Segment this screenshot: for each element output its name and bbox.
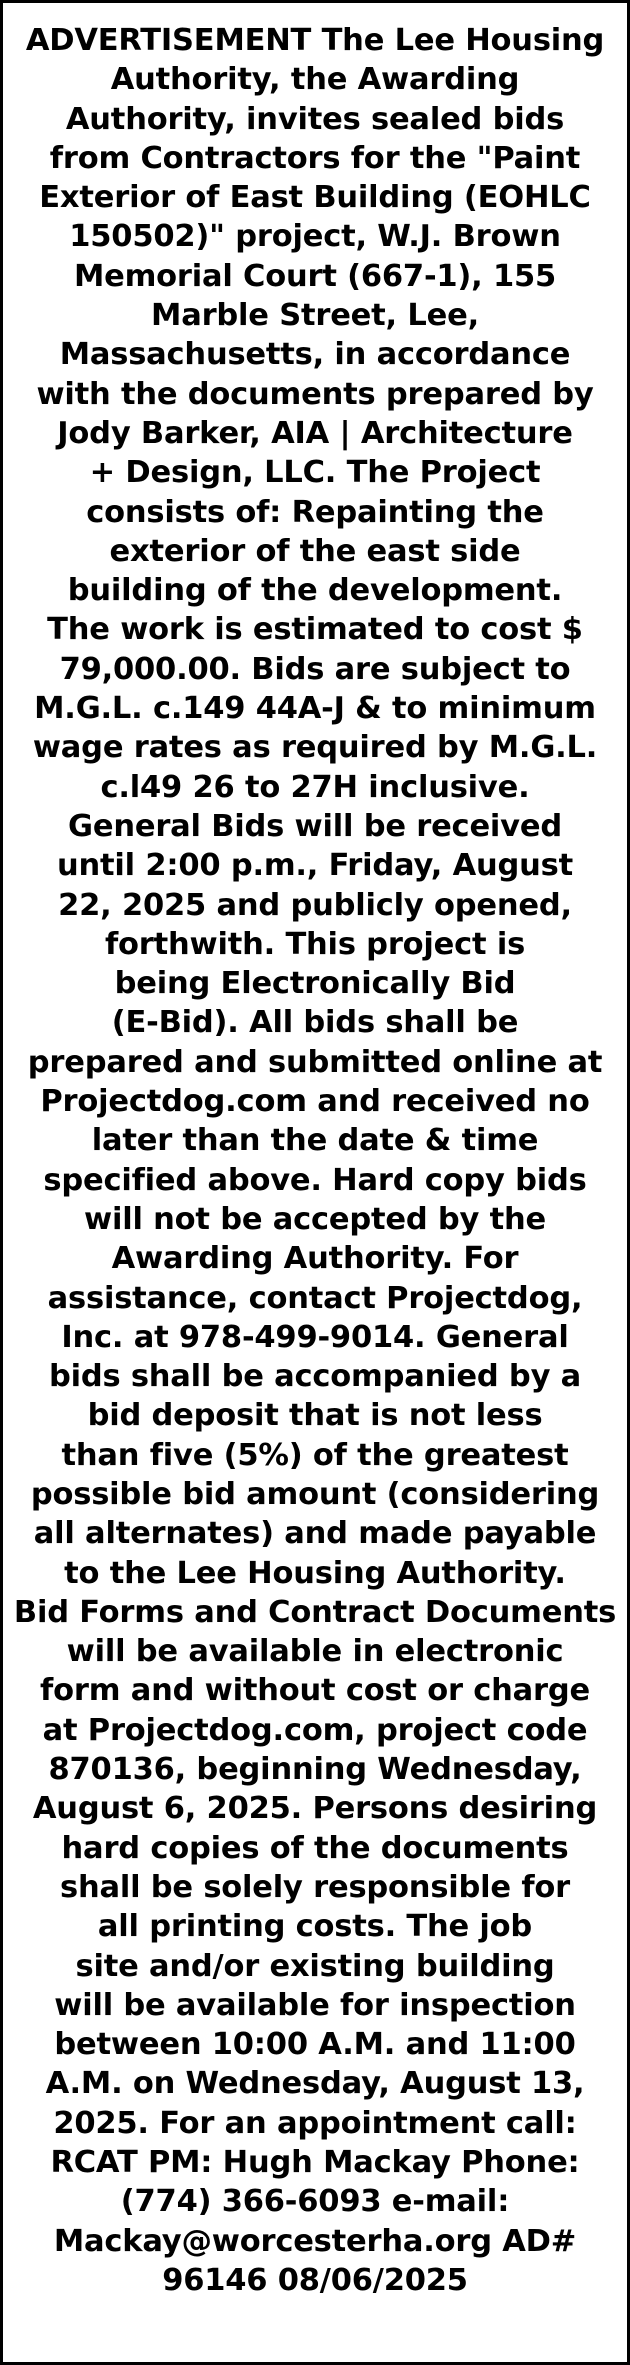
advertisement-line: bids shall be accompanied by a (48, 1359, 582, 1395)
advertisement-line: Marble Street, Lee, (151, 298, 479, 334)
advertisement-line: than five (5%) of the greatest (61, 1437, 569, 1473)
advertisement-line: all alternates) and made payable (33, 1516, 597, 1552)
advertisement-line: Authority, invites sealed bids (65, 101, 565, 137)
advertisement-line: being Electronically Bid (114, 966, 516, 1002)
advertisement-line: shall be solely responsible for (60, 1869, 570, 1905)
advertisement-line: from Contractors for the "Paint (49, 140, 581, 176)
advertisement-line: building of the development. (67, 573, 563, 609)
advertisement-line: until 2:00 p.m., Friday, August (57, 848, 573, 884)
advertisement-line: M.G.L. c.149 44A-J & to minimum (34, 691, 596, 727)
advertisement-line: Jody Barker, AIA | Architecture (57, 415, 573, 451)
advertisement-line: will be available for inspection (54, 1987, 576, 2023)
advertisement-line: all printing costs. The job (97, 1909, 533, 1945)
advertisement-line: Projectdog.com and received no (40, 1084, 590, 1120)
advertisement-line: c.l49 26 to 27H inclusive. (100, 769, 530, 805)
advertisement-line: 22, 2025 and publicly opened, (58, 887, 572, 923)
advertisement-line: Exterior of East Building (EOHLC (39, 180, 591, 216)
advertisement-line: A.M. on Wednesday, August 13, (45, 2066, 585, 2102)
advertisement-line: Awarding Authority. For (111, 1241, 519, 1277)
advertisement-line: will not be accepted by the (83, 1201, 547, 1237)
advertisement-line: 870136, beginning Wednesday, (48, 1752, 582, 1788)
advertisement-line: will be available in electronic (66, 1634, 564, 1670)
advertisement-line: General Bids will be received (68, 808, 562, 844)
advertisement-line: Inc. at 978-499-9014. General (61, 1319, 569, 1355)
advertisement-line: Massachusetts, in accordance (59, 337, 571, 373)
advertisement-line: between 10:00 A.M. and 11:00 (54, 2027, 576, 2063)
advertisement-line: possible bid amount (considering (30, 1476, 600, 1512)
advertisement-line: assistance, contact Projectdog, (47, 1280, 583, 1316)
advertisement-line: site and/or existing building (75, 1948, 555, 1984)
advertisement-line: with the documents prepared by (36, 376, 594, 412)
advertisement-line: The work is estimated to cost $ (47, 612, 583, 648)
advertisement-line: bid deposit that is not less (87, 1398, 543, 1434)
advertisement-text (13, 21, 617, 2300)
advertisement-line: (774) 366-6093 e-mail: (120, 2184, 510, 2220)
advertisement-line: 150502)" project, W.J. Brown (69, 219, 561, 255)
advertisement-line: at Projectdog.com, project code (42, 1712, 588, 1748)
advertisement-line: Bid Forms and Contract Documents (13, 1594, 617, 1630)
advertisement-line: RCAT PM: Hugh Mackay Phone: (50, 2145, 580, 2181)
advertisement-line: 96146 08/06/2025 (162, 2262, 468, 2298)
advertisement-line: forthwith. This project is (104, 926, 526, 962)
advertisement-line: consists of: Repainting the (86, 494, 544, 530)
advertisement-line: 79,000.00. Bids are subject to (59, 651, 571, 687)
advertisement-line: ADVERTISEMENT The Lee Housing (25, 23, 605, 58)
advertisement-line: hard copies of the documents (61, 1830, 569, 1866)
advertisement-line: Mackay@worcesterha.org AD# (53, 2223, 577, 2259)
advertisement-line: (E-Bid). All bids shall be (111, 1005, 519, 1041)
advertisement-line: wage rates as required by M.G.L. (32, 730, 598, 766)
advertisement-line: exterior of the east side (109, 533, 521, 569)
advertisement-line: Authority, the Awarding (110, 62, 520, 98)
advertisement-line: later than the date & time (91, 1123, 539, 1159)
advertisement-line: + Design, LLC. The Project (89, 455, 541, 491)
advertisement-line: Memorial Court (667-1), 155 (73, 258, 557, 294)
advertisement-line: form and without cost or charge (40, 1673, 590, 1709)
advertisement-line: prepared and submitted online at (27, 1044, 603, 1080)
advertisement-line: specified above. Hard copy bids (43, 1162, 587, 1198)
advertisement-line: August 6, 2025. Persons desiring (32, 1791, 598, 1827)
advertisement-line: 2025. For an appointment call: (53, 2105, 577, 2141)
advertisement-line: to the Lee Housing Authority. (64, 1555, 566, 1591)
